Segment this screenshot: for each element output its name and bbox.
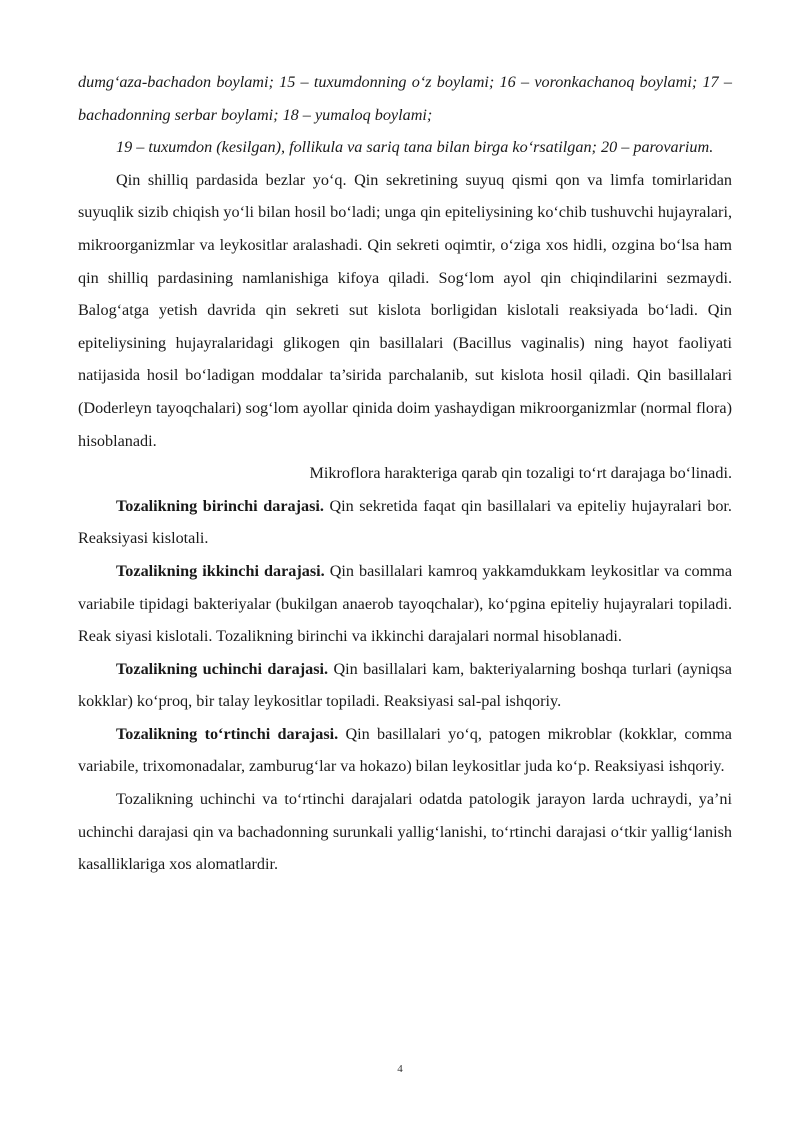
paragraph-degree-1 xyxy=(78,490,732,555)
degree-4-text: Qin basillalari yo‘q, patogen mikroblar (kokklar, comma variabile, trixomonadalar, zamburug‘lar va hokazo) bilan leykositlar juda ko‘p. Reaksiyasi ishqoriy. xyxy=(78,724,732,776)
paragraph-purity-degrees-intro: Mikroflora harakteriga qarab qin tozaligi to‘rt darajaga bo‘linadi. xyxy=(309,464,732,483)
degree-2-text: Qin basillalari kamroq yakkamdukkam leykositlar va comma variabile tipidagi bakteriyalar (bukilgan anaerob tayoqchalar), ko‘pgina epiteliy hujayralari topiladi. Reak siyasi kislotali. Tozalikning birinchi va ikkinchi darajalari normal hisoblanadi. xyxy=(78,561,733,646)
paragraph-conclusion: Tozalikning uchinchi va to‘rtinchi darajalari odatda patologik jarayon larda uchraydi, ya’ni uchinchi darajasi qin va bachadonning surunkali yallig‘lanishi, to‘rtinchi darajasi o‘tkir yallig‘lanish kasalliklariga xos alomatlardir. xyxy=(78,790,732,874)
figure-caption-continued: dumg‘aza-bachadon boylami; 15 – tuxumdonning o‘z boylami; 16 – voronkachanoq boylami; 17 – bachadonning serbar boylami; 18 – yumaloq boylami; xyxy=(78,73,732,124)
degree-3-title: Tozalikning uchinchi darajasi. xyxy=(116,659,329,678)
paragraph-degree-3 xyxy=(78,653,732,718)
page-number: 4 xyxy=(397,1063,403,1075)
degree-1-title: Tozalikning birinchi darajasi. xyxy=(116,496,324,515)
figure-caption-items-19-20: 19 – tuxumdon (kesilgan), follikula va sariq tana bilan birga ko‘rsatilgan; 20 – parovarium. xyxy=(116,138,714,157)
degree-3-text: Qin basillalari kam, bakteriyalarning boshqa turlari (ayniqsa kokklar) ko‘proq, bir talay leykositlar topiladi. Reaksiyasi sal-pal ishqoriy. xyxy=(78,659,732,711)
paragraph-degree-4 xyxy=(78,718,732,783)
degree-4-title: Tozalikning to‘rtinchi darajasi. xyxy=(116,724,339,743)
paragraph-degree-2 xyxy=(78,555,732,653)
document-page xyxy=(78,66,732,881)
degree-2-title: Tozalikning ikkinchi darajasi. xyxy=(116,561,325,580)
degree-1-text: Qin sekretida faqat qin basillalari va epiteliy hujayralari bor. Reaksiyasi kislotali. xyxy=(78,496,732,548)
paragraph-vaginal-secretion: Qin shilliq pardasida bezlar yo‘q. Qin sekretining suyuq qismi qon va limfa tomirlaridan suyuqlik sizib chiqish yo‘li bilan hosil bo‘ladi; unga qin epiteliysining ko‘chib tushuvchi hujayralari, mikroorganizmlar va leykositlar aralashadi. Qin sekreti oqimtir, o‘ziga xos hidli, ozgina bo‘lsa ham qin shilliq pardasining namlanishiga kifoya qiladi. Sog‘lom ayol qin chiqindilarini sezmaydi. Balog‘atga yetish davrida qin sekreti sut kislota borligidan kislotali reaksiyada bo‘ladi. Qin epiteliysining hujayralaridagi glikogen qin basillalari (Bacillus vaginalis) ning hayot faoliyati natijasida hosil bo‘ladigan moddalar ta’sirida parchalanib, sut kislota hosil qiladi. Qin basillalari (Doderleyn tayoqchalari) sog‘lom ayollar qinida doim yashaydigan mikroorganizmlar (normal flora) hisoblanadi. xyxy=(78,170,732,450)
